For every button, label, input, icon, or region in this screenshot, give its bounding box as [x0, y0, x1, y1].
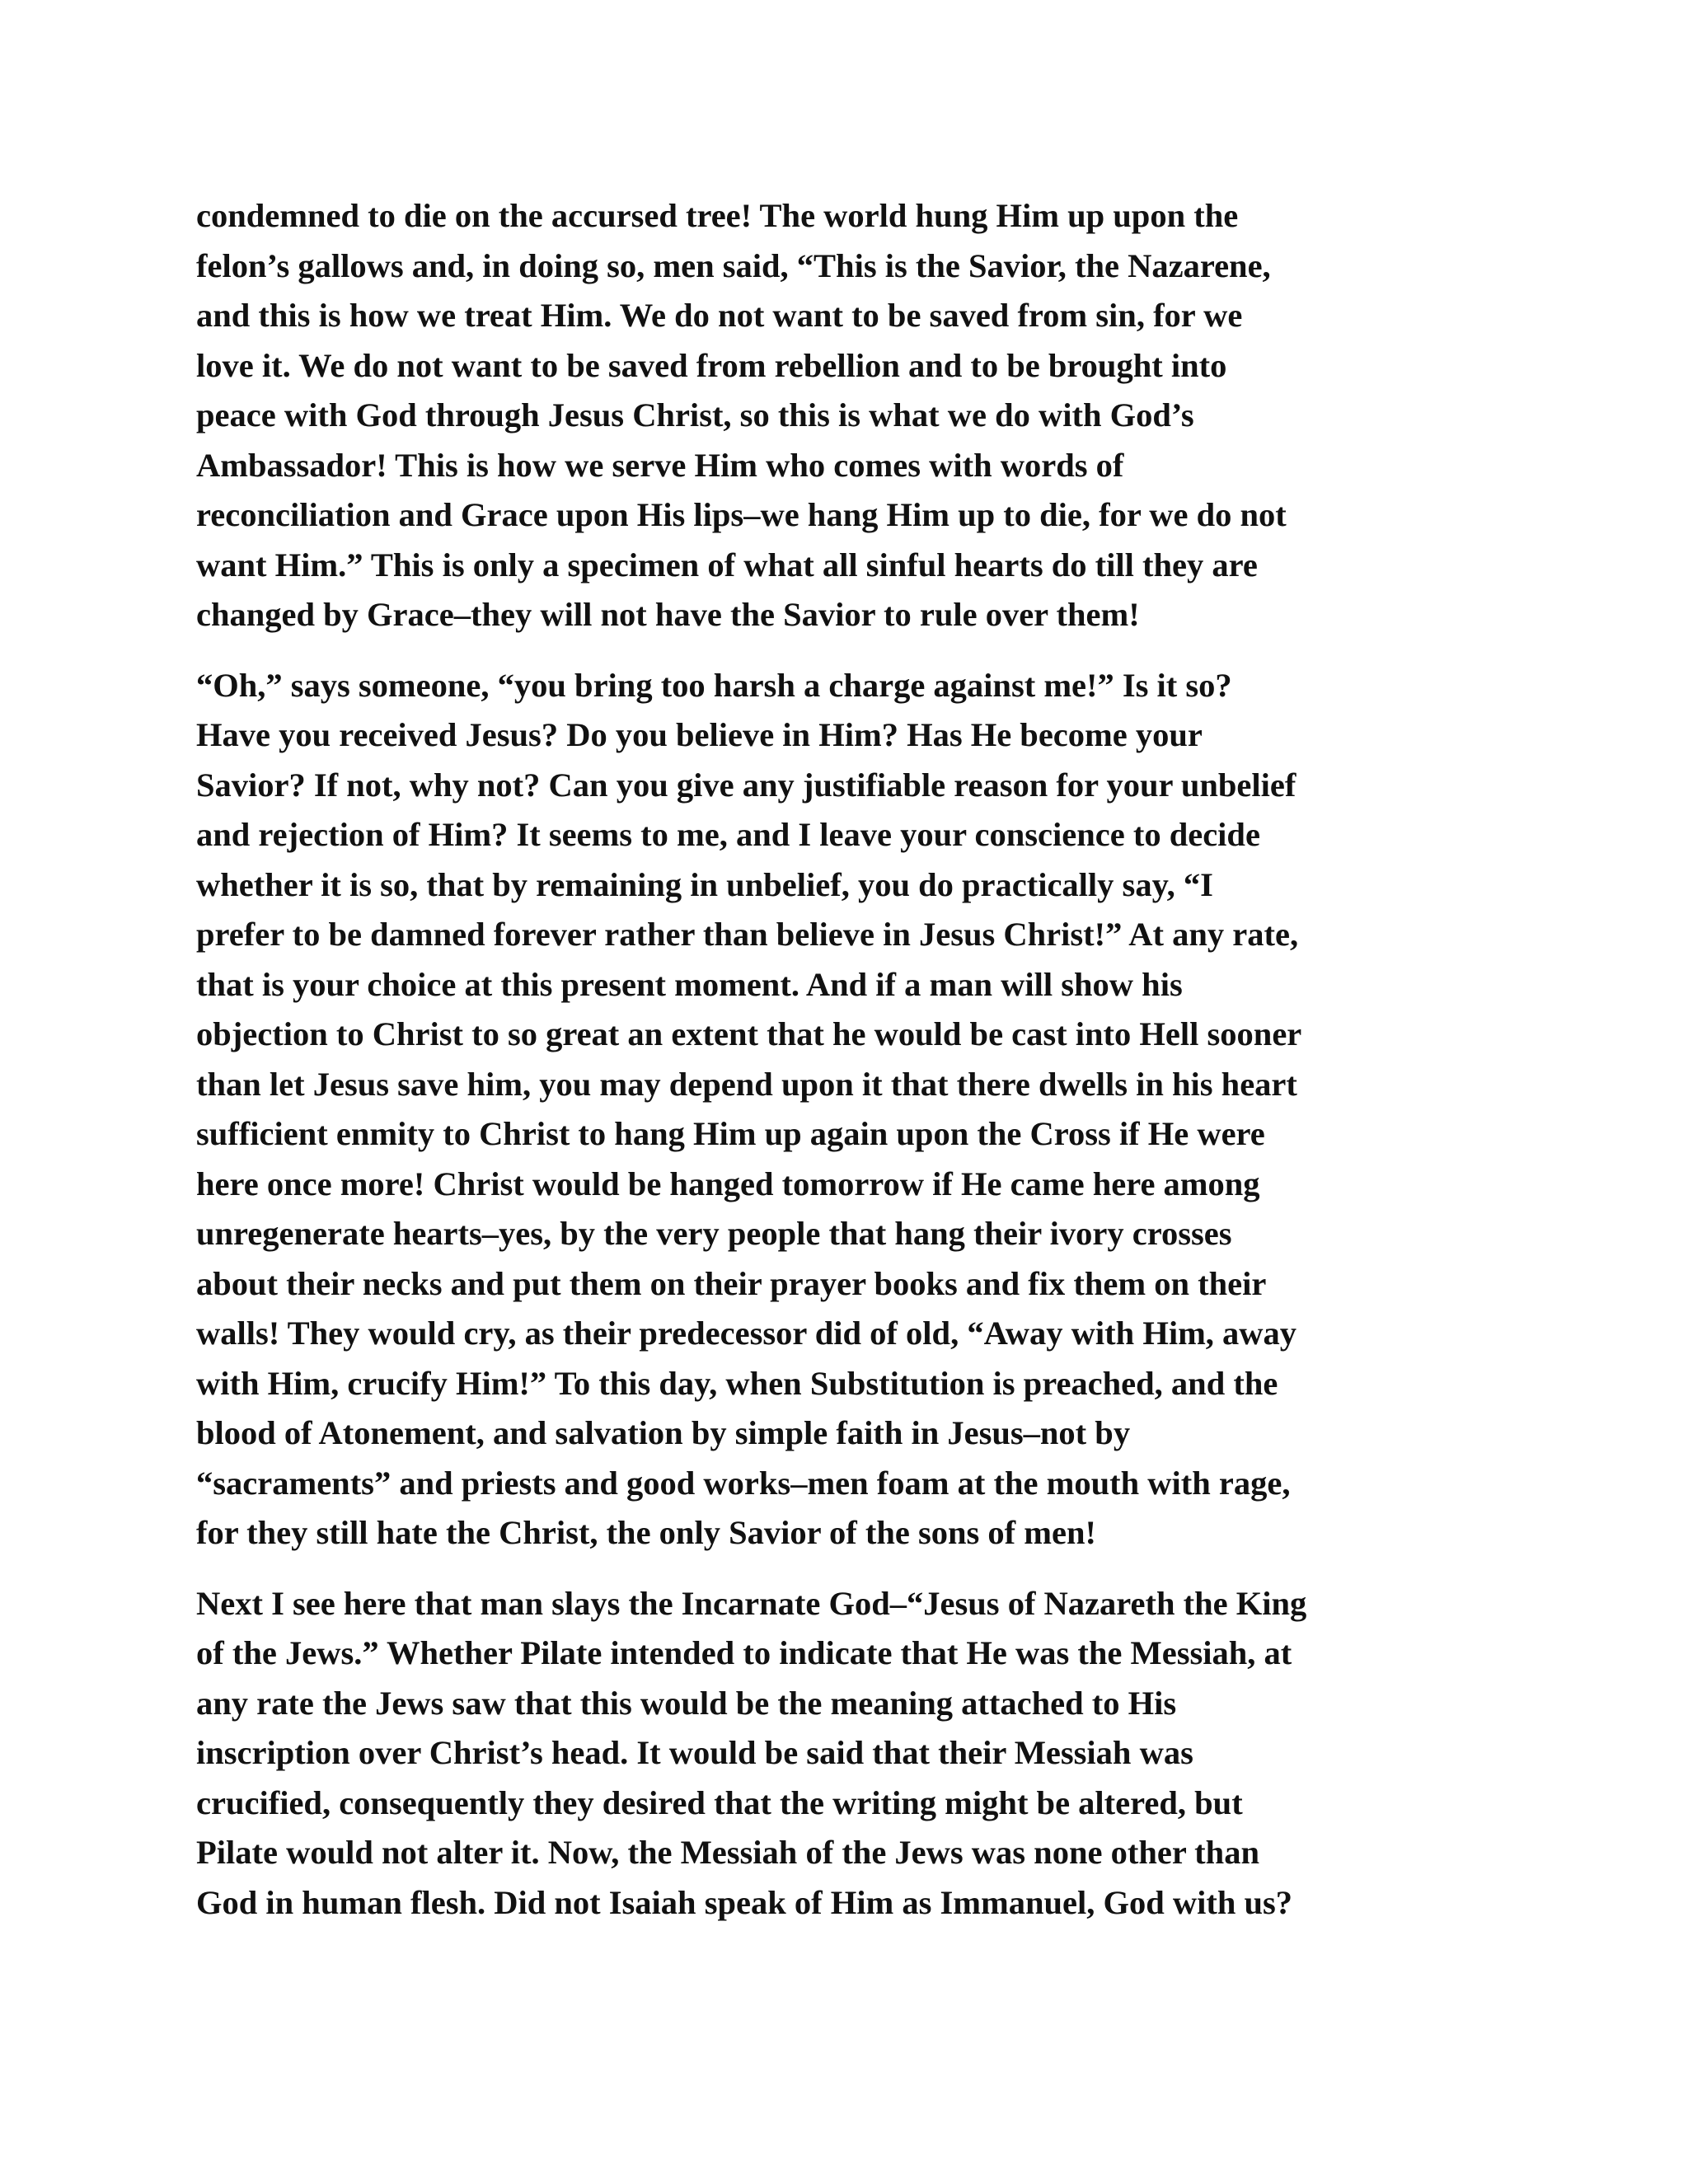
text-line: prefer to be damned forever rather than believe in Jesus Christ!” At any rate,	[196, 916, 1299, 953]
text-line: reconciliation and Grace upon His lips–we hang Him up to die, for we do not	[196, 496, 1287, 533]
text-line: changed by Grace–they will not have the Savior to rule over them!	[196, 596, 1140, 633]
text-line: “sacraments” and priests and good works–men foam at the mouth with rage,	[196, 1464, 1291, 1502]
text-line: inscription over Christ’s head. It would be said that their Messiah was	[196, 1734, 1193, 1771]
text-line: condemned to die on the accursed tree! The world hung Him up upon the	[196, 197, 1239, 234]
paragraph-2	[196, 661, 1482, 1558]
text-line: felon’s gallows and, in doing so, men said, “This is the Savior, the Nazarene,	[196, 246, 1271, 284]
text-line: than let Jesus save him, you may depend upon it that there dwells in his heart	[196, 1065, 1297, 1103]
text-line: Have you received Jesus? Do you believe in Him? Has He become your	[196, 716, 1203, 753]
text-line: peace with God through Jesus Christ, so this is what we do with God’s	[196, 396, 1194, 434]
text-line: Ambassador! This is how we serve Him who comes with words of	[196, 446, 1124, 484]
text-line: “Oh,” says someone, “you bring too harsh a charge against me!” Is it so?	[196, 666, 1232, 704]
text-line: and rejection of Him? It seems to me, and I leave your conscience to decide	[196, 816, 1260, 853]
paragraph-3	[196, 1579, 1482, 1929]
text-line: whether it is so, that by remaining in unbelief, you do practically say, “I	[196, 865, 1213, 903]
text-line: Savior? If not, why not? Can you give any justifiable reason for your unbelief	[196, 766, 1296, 804]
text-line: any rate the Jews saw that this would be the meaning attached to His	[196, 1684, 1177, 1722]
text-line: Next I see here that man slays the Incarnate God–“Jesus of Nazareth the King	[196, 1584, 1307, 1622]
text-line: crucified, consequently they desired that the writing might be altered, but	[196, 1783, 1243, 1821]
text-line: of the Jews.” Whether Pilate intended to indicate that He was the Messiah, at	[196, 1634, 1292, 1671]
text-line: and this is how we treat Him. We do not want to be saved from sin, for we	[196, 297, 1243, 334]
text-line: want Him.” This is only a specimen of what all sinful hearts do till they are	[196, 546, 1258, 583]
paragraph-1	[196, 191, 1482, 640]
text-line: objection to Christ to so great an extent that he would be cast into Hell sooner	[196, 1015, 1302, 1052]
text-line: sufficient enmity to Christ to hang Him up again upon the Cross if He were	[196, 1115, 1265, 1152]
text-line: here once more! Christ would be hanged tomorrow if He came here among	[196, 1165, 1260, 1202]
sermon-text-body	[196, 191, 1482, 1948]
text-line: Pilate would not alter it. Now, the Messiah of the Jews was none other than	[196, 1834, 1259, 1871]
text-line: love it. We do not want to be saved from rebellion and to be brought into	[196, 346, 1227, 384]
text-line: with Him, crucify Him!” To this day, when Substitution is preached, and the	[196, 1364, 1278, 1402]
text-line: God in human flesh. Did not Isaiah speak of Him as Immanuel, God with us?	[196, 1883, 1293, 1921]
text-line: walls! They would cry, as their predecessor did of old, “Away with Him, away	[196, 1315, 1297, 1352]
text-line: unregenerate hearts–yes, by the very people that hang their ivory crosses	[196, 1215, 1232, 1252]
text-line: about their necks and put them on their prayer books and fix them on their	[196, 1264, 1267, 1302]
text-line: that is your choice at this present moment. And if a man will show his	[196, 965, 1183, 1003]
text-line: blood of Atonement, and salvation by simple faith in Jesus–not by	[196, 1414, 1131, 1451]
text-line: for they still hate the Christ, the only Savior of the sons of men!	[196, 1514, 1096, 1551]
